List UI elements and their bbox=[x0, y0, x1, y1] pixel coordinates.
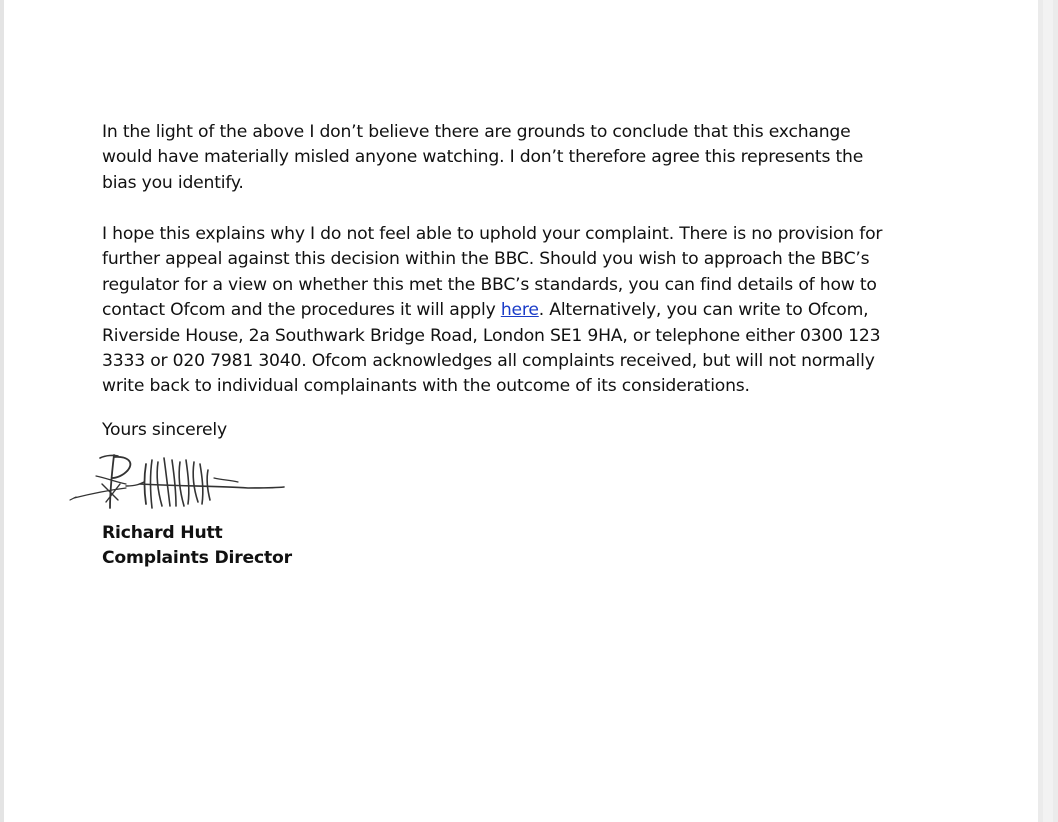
handwritten-signature bbox=[66, 450, 291, 522]
paragraph-line: would have materially misled anyone watching. I don’t therefore agree this represents the bbox=[102, 147, 864, 168]
vertical-scrollbar[interactable] bbox=[1043, 0, 1053, 822]
ofcom-here-link[interactable]: here bbox=[500, 300, 539, 321]
signatory-name: Richard Hutt bbox=[102, 523, 223, 543]
paragraph-line: further appeal against this decision within the BBC. Should you wish to approach the BBC’s bbox=[102, 249, 870, 270]
paragraph-line: I hope this explains why I do not feel able to uphold your complaint. There is no provision for bbox=[102, 224, 883, 244]
signature-block bbox=[102, 521, 292, 572]
line-text-before-link: contact Ofcom and the procedures it will apply bbox=[102, 300, 501, 321]
closing-salutation: Yours sincerely bbox=[102, 420, 227, 440]
signatory-title: Complaints Director bbox=[102, 548, 292, 569]
paragraph-line: write back to individual complainants with the outcome of its considerations. bbox=[102, 376, 750, 397]
paragraph-line: regulator for a view on whether this met the BBC’s standards, you can find details of how to bbox=[102, 274, 877, 295]
paragraph-line: In the light of the above I don’t believe there are grounds to conclude that this exchange bbox=[102, 122, 851, 142]
paragraph-line: bias you identify. bbox=[102, 172, 244, 193]
paragraph-line: 3333 or 020 7981 3040. Ofcom acknowledges all complaints received, but will not normally bbox=[102, 351, 875, 372]
paragraph-line-with-link bbox=[102, 298, 962, 323]
paragraph-conclusion bbox=[102, 120, 962, 196]
paragraph-complaint-outcome bbox=[102, 222, 962, 400]
line-text-after-link: . Alternatively, you can write to Ofcom, bbox=[538, 300, 869, 321]
paragraph-line: Riverside House, 2a Southwark Bridge Road, London SE1 9HA, or telephone either 0300 123 bbox=[102, 325, 881, 346]
letter-page bbox=[4, 0, 1038, 822]
